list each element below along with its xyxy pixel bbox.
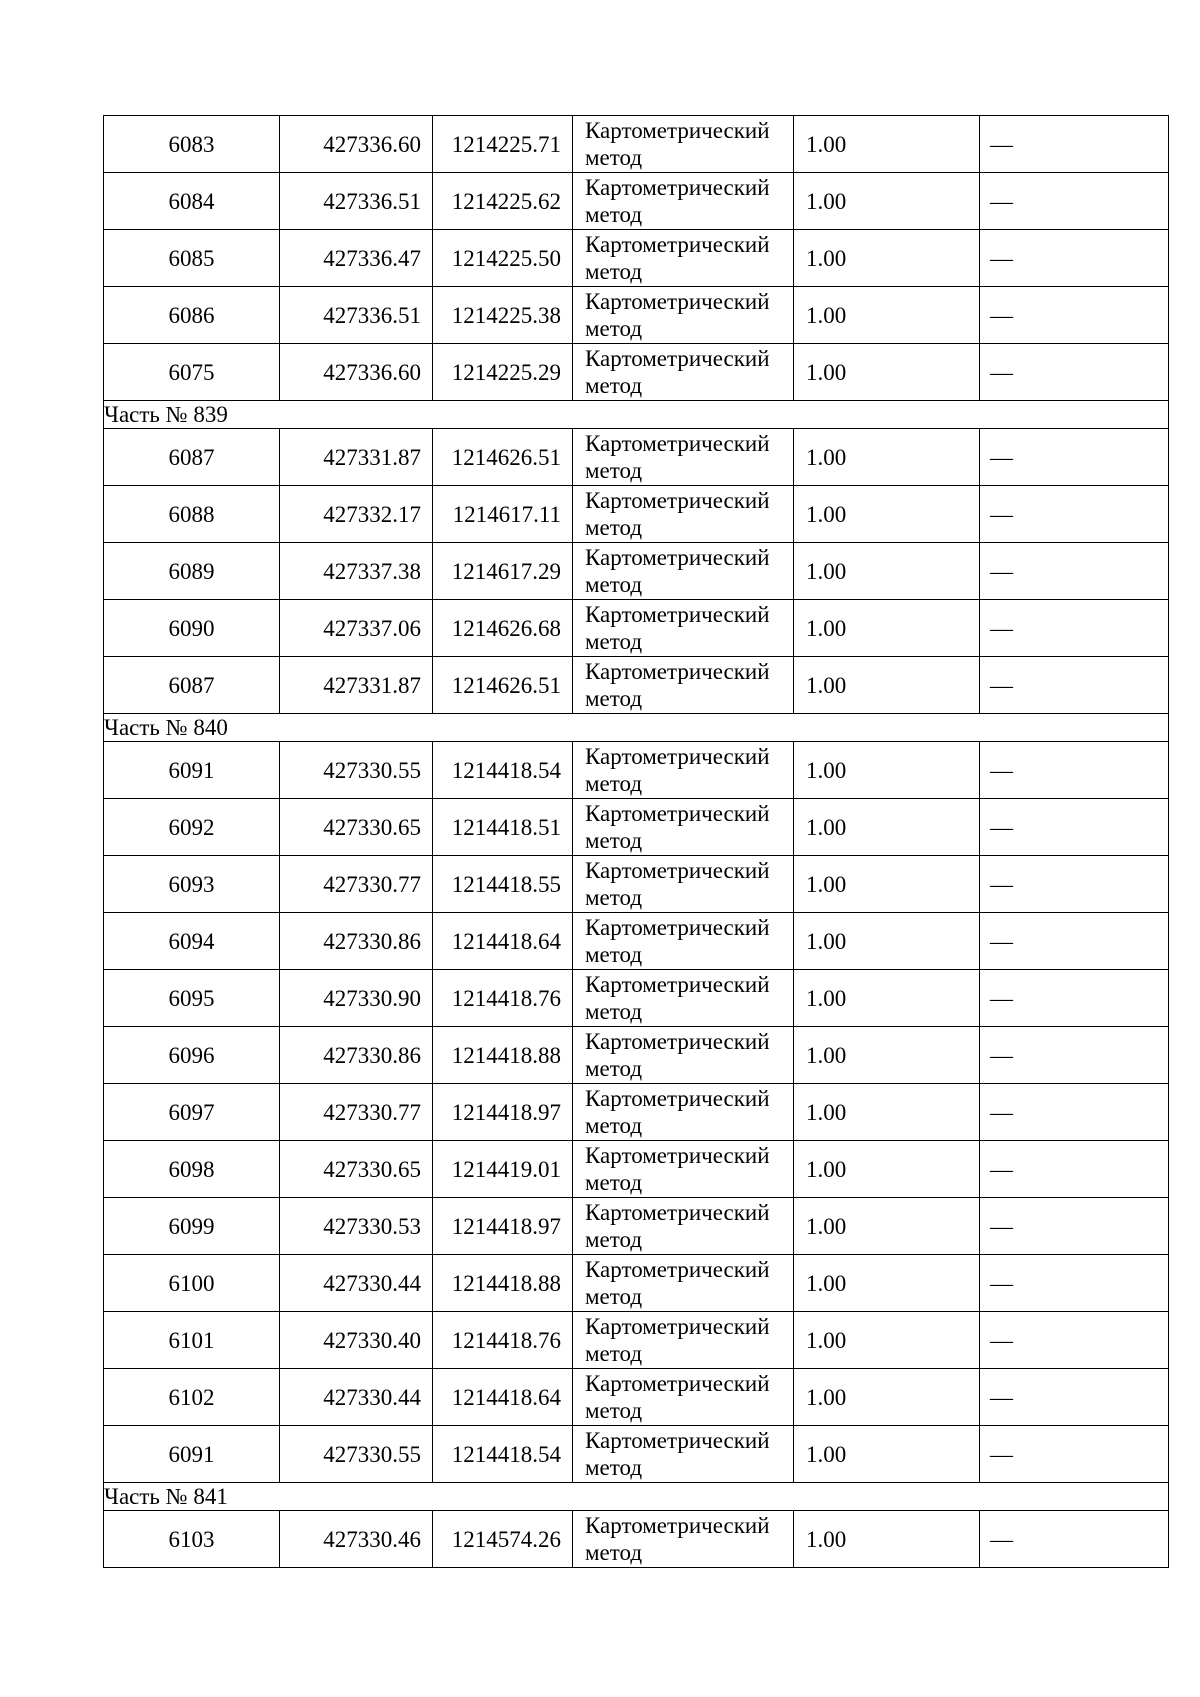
description-cell: —: [980, 344, 1169, 401]
y-coordinate-cell: 1214626.51: [433, 657, 573, 714]
error-cell: 1.00: [794, 1141, 980, 1198]
error-cell: 1.00: [794, 600, 980, 657]
table-row: [104, 486, 1169, 543]
y-coordinate-cell: 1214574.26: [433, 1511, 573, 1568]
y-coordinate-cell: 1214418.88: [433, 1255, 573, 1312]
y-coordinate-cell: 1214418.55: [433, 856, 573, 913]
method-cell: [573, 1511, 794, 1568]
y-coordinate-cell: 1214225.71: [433, 116, 573, 173]
description-cell: —: [980, 799, 1169, 856]
error-cell: 1.00: [794, 1198, 980, 1255]
method-cell: [573, 657, 794, 714]
y-coordinate-cell: 1214626.51: [433, 429, 573, 486]
x-coordinate-cell: 427330.40: [280, 1312, 433, 1369]
part-header-row: [104, 714, 1169, 742]
error-cell: 1.00: [794, 856, 980, 913]
table-row: [104, 1198, 1169, 1255]
method-line-1: Картометрический: [585, 915, 770, 940]
table-row: [104, 970, 1169, 1027]
point-number-cell: 6084: [104, 173, 280, 230]
table-row: [104, 742, 1169, 799]
y-coordinate-cell: 1214418.76: [433, 970, 573, 1027]
method-line-2: метод: [585, 458, 643, 483]
part-header-row: [104, 1483, 1169, 1511]
point-number-cell: 6088: [104, 486, 280, 543]
method-cell: [573, 742, 794, 799]
table-body: [104, 116, 1169, 1568]
y-coordinate-cell: 1214617.29: [433, 543, 573, 600]
description-cell: —: [980, 1027, 1169, 1084]
x-coordinate-cell: 427336.51: [280, 173, 433, 230]
y-coordinate-cell: 1214418.51: [433, 799, 573, 856]
point-number-cell: 6101: [104, 1312, 280, 1369]
method-line-1: Картометрический: [585, 1257, 770, 1282]
table-row: [104, 1369, 1169, 1426]
description-cell: —: [980, 913, 1169, 970]
x-coordinate-cell: 427330.65: [280, 1141, 433, 1198]
method-cell: [573, 230, 794, 287]
method-line-1: Картометрический: [585, 1513, 770, 1538]
point-number-cell: 6098: [104, 1141, 280, 1198]
method-line-1: Картометрический: [585, 659, 770, 684]
method-line-1: Картометрический: [585, 1428, 770, 1453]
error-cell: 1.00: [794, 1084, 980, 1141]
description-cell: —: [980, 429, 1169, 486]
description-cell: —: [980, 657, 1169, 714]
error-cell: 1.00: [794, 116, 980, 173]
x-coordinate-cell: 427331.87: [280, 657, 433, 714]
error-cell: 1.00: [794, 1255, 980, 1312]
method-line-1: Картометрический: [585, 431, 770, 456]
x-coordinate-cell: 427336.51: [280, 287, 433, 344]
method-line-2: метод: [585, 515, 643, 540]
y-coordinate-cell: 1214418.88: [433, 1027, 573, 1084]
description-cell: —: [980, 856, 1169, 913]
point-number-cell: 6095: [104, 970, 280, 1027]
method-cell: [573, 856, 794, 913]
point-number-cell: 6102: [104, 1369, 280, 1426]
method-line-1: Картометрический: [585, 118, 770, 143]
description-cell: —: [980, 1312, 1169, 1369]
method-cell: [573, 1369, 794, 1426]
part-label: Часть № 841: [104, 1483, 1169, 1511]
method-line-2: метод: [585, 1227, 643, 1252]
x-coordinate-cell: 427330.44: [280, 1369, 433, 1426]
x-coordinate-cell: 427330.77: [280, 856, 433, 913]
method-line-1: Картометрический: [585, 744, 770, 769]
method-line-2: метод: [585, 942, 643, 967]
table-row: [104, 287, 1169, 344]
point-number-cell: 6099: [104, 1198, 280, 1255]
error-cell: 1.00: [794, 429, 980, 486]
table-row: [104, 657, 1169, 714]
table-row: [104, 173, 1169, 230]
error-cell: 1.00: [794, 287, 980, 344]
table-row: [104, 1426, 1169, 1483]
part-label: Часть № 840: [104, 714, 1169, 742]
point-number-cell: 6097: [104, 1084, 280, 1141]
error-cell: 1.00: [794, 799, 980, 856]
y-coordinate-cell: 1214626.68: [433, 600, 573, 657]
method-line-1: Картометрический: [585, 289, 770, 314]
y-coordinate-cell: 1214617.11: [433, 486, 573, 543]
method-line-2: метод: [585, 1455, 643, 1480]
method-cell: [573, 1312, 794, 1369]
method-line-1: Картометрический: [585, 1086, 770, 1111]
x-coordinate-cell: 427337.06: [280, 600, 433, 657]
x-coordinate-cell: 427330.55: [280, 1426, 433, 1483]
method-line-1: Картометрический: [585, 488, 770, 513]
table-row: [104, 1511, 1169, 1568]
method-line-2: метод: [585, 1540, 643, 1565]
error-cell: 1.00: [794, 913, 980, 970]
description-cell: —: [980, 230, 1169, 287]
point-number-cell: 6091: [104, 1426, 280, 1483]
description-cell: —: [980, 543, 1169, 600]
error-cell: 1.00: [794, 657, 980, 714]
x-coordinate-cell: 427336.47: [280, 230, 433, 287]
point-number-cell: 6075: [104, 344, 280, 401]
table-row: [104, 344, 1169, 401]
description-cell: —: [980, 1141, 1169, 1198]
method-line-2: метод: [585, 373, 643, 398]
method-cell: [573, 344, 794, 401]
y-coordinate-cell: 1214418.64: [433, 913, 573, 970]
method-line-2: метод: [585, 1398, 643, 1423]
method-line-2: метод: [585, 1341, 643, 1366]
point-number-cell: 6087: [104, 429, 280, 486]
x-coordinate-cell: 427331.87: [280, 429, 433, 486]
method-line-1: Картометрический: [585, 858, 770, 883]
method-line-1: Картометрический: [585, 602, 770, 627]
method-line-2: метод: [585, 572, 643, 597]
method-line-2: метод: [585, 259, 643, 284]
error-cell: 1.00: [794, 1312, 980, 1369]
error-cell: 1.00: [794, 742, 980, 799]
x-coordinate-cell: 427330.44: [280, 1255, 433, 1312]
description-cell: —: [980, 287, 1169, 344]
table-row: [104, 1027, 1169, 1084]
y-coordinate-cell: 1214418.64: [433, 1369, 573, 1426]
method-cell: [573, 799, 794, 856]
x-coordinate-cell: 427336.60: [280, 116, 433, 173]
method-line-1: Картометрический: [585, 346, 770, 371]
error-cell: 1.00: [794, 1027, 980, 1084]
method-cell: [573, 486, 794, 543]
description-cell: —: [980, 116, 1169, 173]
point-number-cell: 6096: [104, 1027, 280, 1084]
method-cell: [573, 1426, 794, 1483]
table-row: [104, 1084, 1169, 1141]
x-coordinate-cell: 427330.90: [280, 970, 433, 1027]
method-line-2: метод: [585, 1170, 643, 1195]
error-cell: 1.00: [794, 344, 980, 401]
method-line-2: метод: [585, 1284, 643, 1309]
x-coordinate-cell: 427330.77: [280, 1084, 433, 1141]
description-cell: —: [980, 1198, 1169, 1255]
point-number-cell: 6091: [104, 742, 280, 799]
point-number-cell: 6100: [104, 1255, 280, 1312]
description-cell: —: [980, 1511, 1169, 1568]
coordinates-table: [103, 115, 1169, 1568]
method-line-1: Картометрический: [585, 1200, 770, 1225]
table-row: [104, 230, 1169, 287]
method-cell: [573, 543, 794, 600]
y-coordinate-cell: 1214418.97: [433, 1084, 573, 1141]
table-row: [104, 543, 1169, 600]
method-line-2: метод: [585, 885, 643, 910]
method-cell: [573, 1141, 794, 1198]
method-line-2: метод: [585, 145, 643, 170]
table-row: [104, 856, 1169, 913]
y-coordinate-cell: 1214225.50: [433, 230, 573, 287]
x-coordinate-cell: 427336.60: [280, 344, 433, 401]
x-coordinate-cell: 427332.17: [280, 486, 433, 543]
error-cell: 1.00: [794, 1369, 980, 1426]
point-number-cell: 6086: [104, 287, 280, 344]
table-row: [104, 1255, 1169, 1312]
y-coordinate-cell: 1214418.97: [433, 1198, 573, 1255]
method-cell: [573, 116, 794, 173]
x-coordinate-cell: 427330.86: [280, 913, 433, 970]
method-cell: [573, 1198, 794, 1255]
method-cell: [573, 173, 794, 230]
method-line-1: Картометрический: [585, 545, 770, 570]
x-coordinate-cell: 427330.46: [280, 1511, 433, 1568]
point-number-cell: 6085: [104, 230, 280, 287]
description-cell: —: [980, 173, 1169, 230]
error-cell: 1.00: [794, 486, 980, 543]
description-cell: —: [980, 1255, 1169, 1312]
part-label: Часть № 839: [104, 401, 1169, 429]
error-cell: 1.00: [794, 173, 980, 230]
method-cell: [573, 1084, 794, 1141]
table-row: [104, 600, 1169, 657]
method-line-2: метод: [585, 202, 643, 227]
point-number-cell: 6103: [104, 1511, 280, 1568]
error-cell: 1.00: [794, 970, 980, 1027]
point-number-cell: 6089: [104, 543, 280, 600]
point-number-cell: 6090: [104, 600, 280, 657]
method-cell: [573, 1255, 794, 1312]
table-row: [104, 1312, 1169, 1369]
error-cell: 1.00: [794, 1511, 980, 1568]
y-coordinate-cell: 1214418.76: [433, 1312, 573, 1369]
method-line-1: Картометрический: [585, 1371, 770, 1396]
y-coordinate-cell: 1214418.54: [433, 742, 573, 799]
method-cell: [573, 429, 794, 486]
table-row: [104, 1141, 1169, 1198]
method-line-2: метод: [585, 771, 643, 796]
x-coordinate-cell: 427330.53: [280, 1198, 433, 1255]
error-cell: 1.00: [794, 543, 980, 600]
method-line-1: Картометрический: [585, 801, 770, 826]
x-coordinate-cell: 427330.65: [280, 799, 433, 856]
method-line-2: метод: [585, 686, 643, 711]
table-row: [104, 116, 1169, 173]
point-number-cell: 6087: [104, 657, 280, 714]
description-cell: —: [980, 970, 1169, 1027]
description-cell: —: [980, 600, 1169, 657]
method-cell: [573, 600, 794, 657]
description-cell: —: [980, 742, 1169, 799]
description-cell: —: [980, 1084, 1169, 1141]
method-line-1: Картометрический: [585, 175, 770, 200]
method-line-2: метод: [585, 828, 643, 853]
y-coordinate-cell: 1214418.54: [433, 1426, 573, 1483]
error-cell: 1.00: [794, 1426, 980, 1483]
description-cell: —: [980, 486, 1169, 543]
method-line-2: метод: [585, 316, 643, 341]
method-line-1: Картометрический: [585, 1314, 770, 1339]
description-cell: —: [980, 1369, 1169, 1426]
x-coordinate-cell: 427337.38: [280, 543, 433, 600]
y-coordinate-cell: 1214225.29: [433, 344, 573, 401]
description-cell: —: [980, 1426, 1169, 1483]
part-header-row: [104, 401, 1169, 429]
method-line-2: метод: [585, 999, 643, 1024]
y-coordinate-cell: 1214419.01: [433, 1141, 573, 1198]
method-line-2: метод: [585, 629, 643, 654]
point-number-cell: 6083: [104, 116, 280, 173]
method-line-1: Картометрический: [585, 1143, 770, 1168]
method-cell: [573, 287, 794, 344]
point-number-cell: 6093: [104, 856, 280, 913]
method-line-2: метод: [585, 1113, 643, 1138]
table-row: [104, 429, 1169, 486]
x-coordinate-cell: 427330.86: [280, 1027, 433, 1084]
point-number-cell: 6092: [104, 799, 280, 856]
method-line-1: Картометрический: [585, 232, 770, 257]
y-coordinate-cell: 1214225.62: [433, 173, 573, 230]
x-coordinate-cell: 427330.55: [280, 742, 433, 799]
method-line-1: Картометрический: [585, 972, 770, 997]
point-number-cell: 6094: [104, 913, 280, 970]
y-coordinate-cell: 1214225.38: [433, 287, 573, 344]
method-cell: [573, 913, 794, 970]
error-cell: 1.00: [794, 230, 980, 287]
table-row: [104, 799, 1169, 856]
method-line-1: Картометрический: [585, 1029, 770, 1054]
table-row: [104, 913, 1169, 970]
method-cell: [573, 970, 794, 1027]
method-cell: [573, 1027, 794, 1084]
method-line-2: метод: [585, 1056, 643, 1081]
